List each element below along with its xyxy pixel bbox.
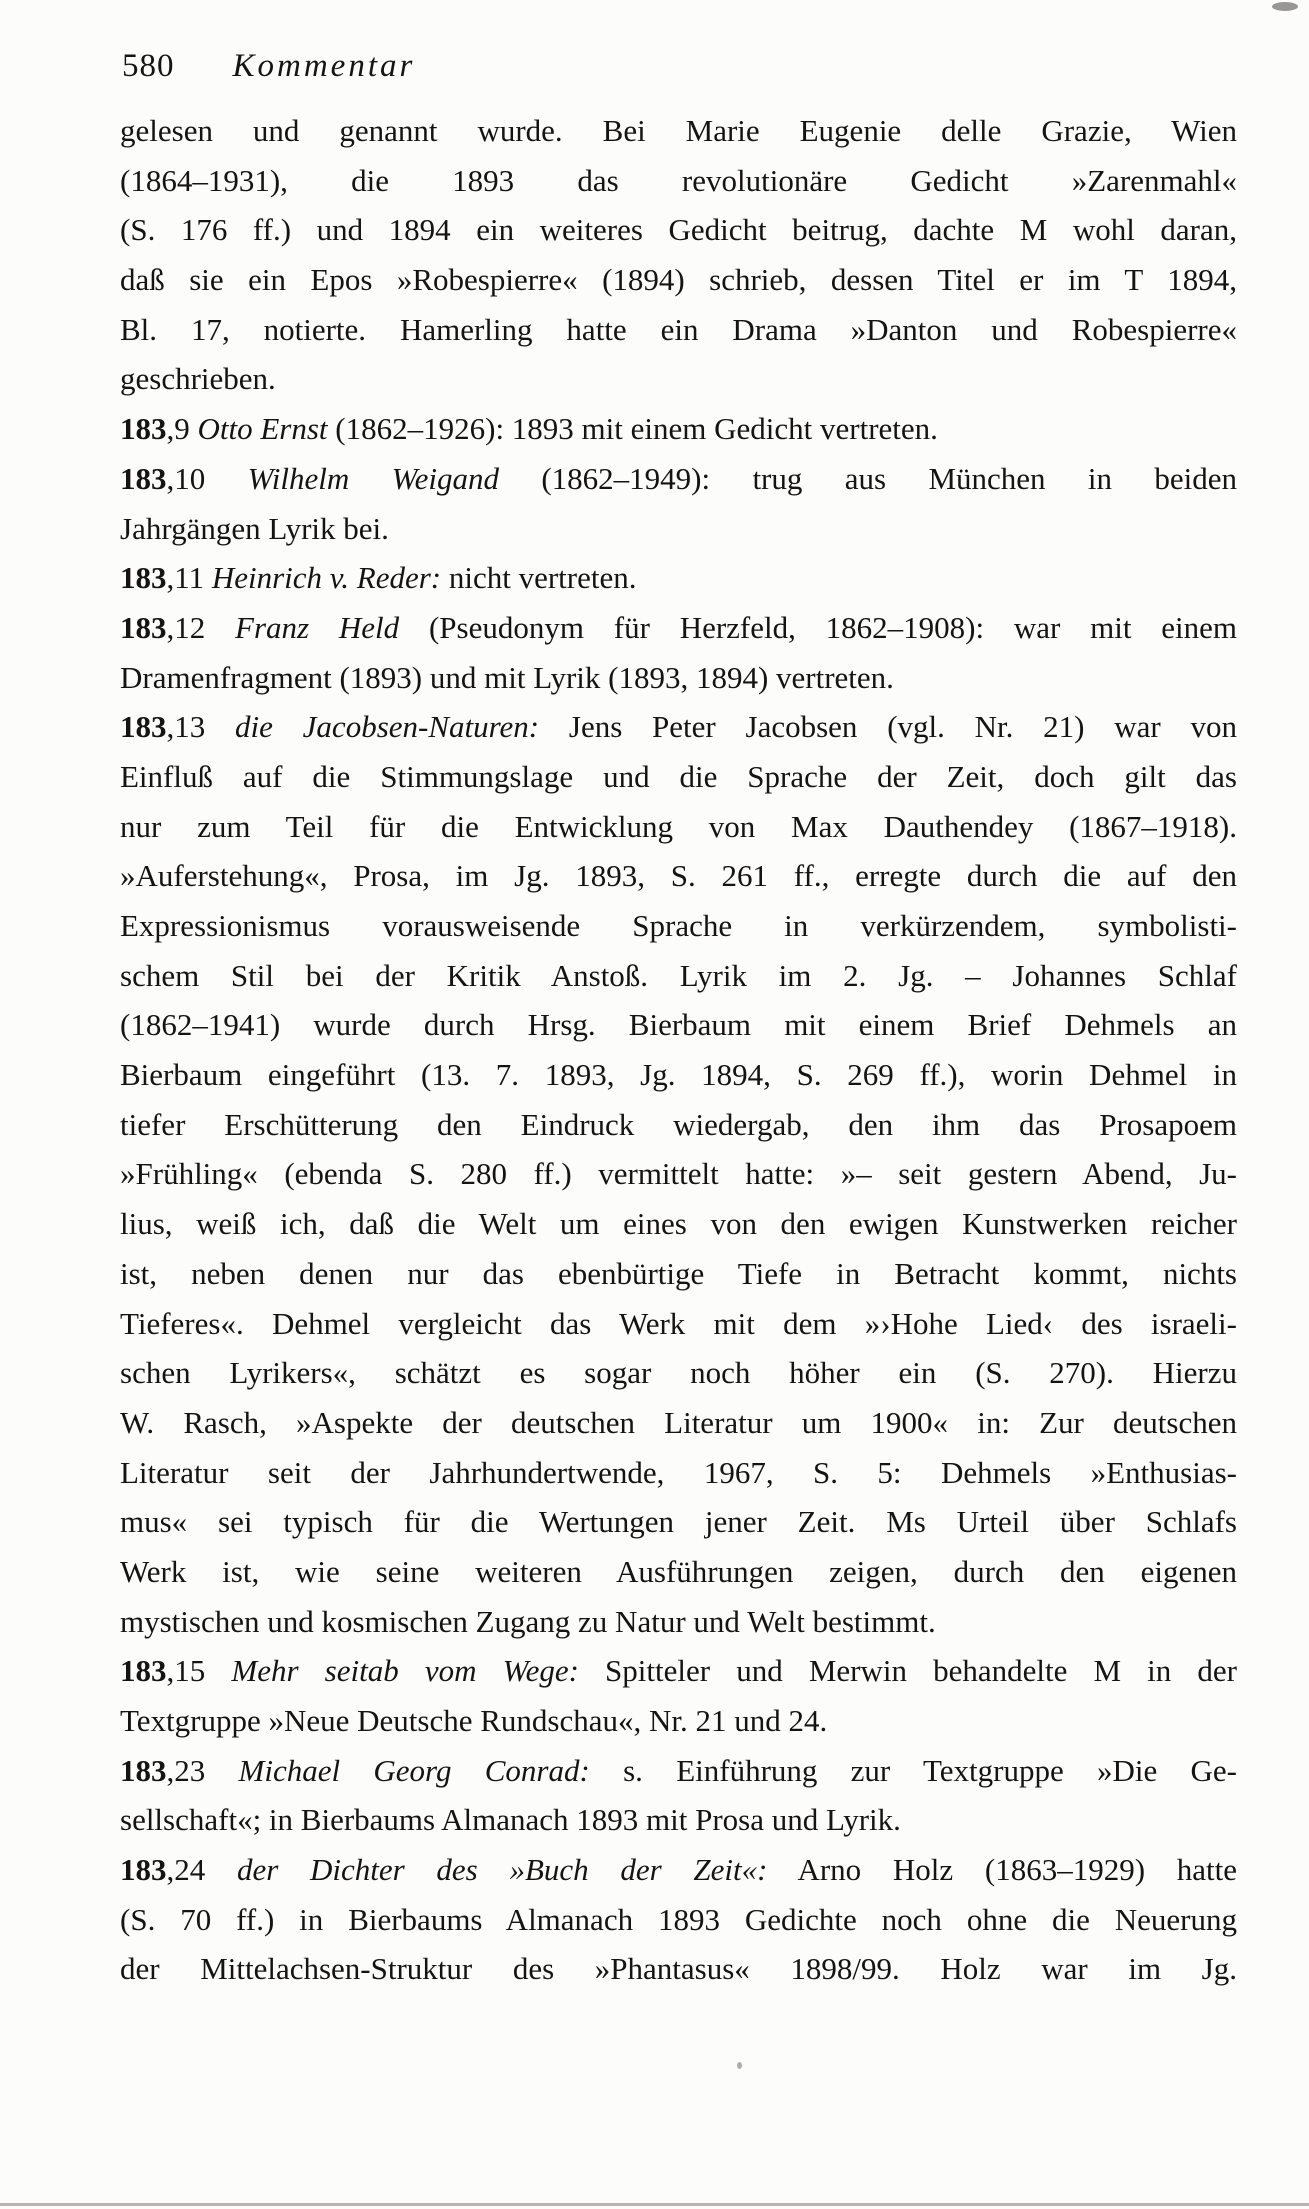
- text-line: [120, 653, 1237, 703]
- text-line: [120, 553, 1237, 603]
- page-number: 580: [122, 48, 175, 84]
- text-line: [120, 951, 1237, 1001]
- text-segment: Franz Held: [235, 609, 400, 645]
- text-line: [120, 156, 1237, 206]
- text-line: [120, 802, 1237, 852]
- text-segment: Bierbaum eingeführt (13. 7. 1893, Jg. 1894, S. 269 ff.), worin Dehmel in: [120, 1057, 1237, 1093]
- text-line: [120, 205, 1237, 255]
- text-segment: tiefer Erschütterung den Eindruck wiedergab, den ihm das Prosapoem: [120, 1106, 1237, 1142]
- text-segment: Michael Georg Conrad:: [238, 1752, 590, 1788]
- text-line: [120, 1795, 1237, 1845]
- text-line: [120, 901, 1237, 951]
- page-header: [122, 48, 415, 85]
- text-line: [120, 354, 1237, 404]
- text-line: [120, 454, 1237, 504]
- text-segment: ,12: [166, 609, 236, 645]
- text-segment: ,9: [166, 411, 198, 447]
- text-segment: schem Stil bei der Kritik Anstoß. Lyrik im 2. Jg. – Johannes Schlaf: [120, 957, 1237, 993]
- text-segment: ,23: [166, 1752, 239, 1788]
- text-segment: ,10: [166, 460, 248, 496]
- text-line: [120, 1944, 1237, 1994]
- text-segment: (S. 70 ff.) in Bierbaums Almanach 1893 Gedichte noch ohne die Neuerung: [120, 1901, 1237, 1937]
- text-segment: s. Einführung zur Textgruppe »Die Ge-: [589, 1752, 1237, 1788]
- text-segment: sellschaft«; in Bierbaums Almanach 1893 mit Prosa und Lyrik.: [120, 1802, 901, 1838]
- text-segment: daß sie ein Epos »Robespierre« (1894) schrieb, dessen Titel er im T 1894,: [120, 262, 1237, 298]
- text-line: [120, 1249, 1237, 1299]
- text-segment: Mehr seitab vom Wege:: [231, 1653, 579, 1689]
- text-line: [120, 1348, 1237, 1398]
- text-segment: (1864–1931), die 1893 das revolutionäre Gedicht »Zarenmahl«: [120, 162, 1237, 198]
- text-line: [120, 851, 1237, 901]
- text-line: [120, 1547, 1237, 1597]
- text-line: [120, 702, 1237, 752]
- text-segment: schen Lyrikers«, schätzt es sogar noch höher ein (S. 270). Hierzu: [120, 1355, 1237, 1391]
- commentary-text-block: [120, 106, 1237, 1994]
- text-segment: Expressionismus vorausweisende Sprache in verkürzendem, symbolisti-: [120, 908, 1237, 943]
- text-segment: Bl. 17, notierte. Hamerling hatte ein Drama »Danton und Robespierre«: [120, 311, 1237, 347]
- text-line: [120, 752, 1237, 802]
- text-segment: ,15: [166, 1653, 232, 1689]
- text-segment: Wilhelm Weigand: [247, 460, 499, 496]
- text-segment: 183: [120, 609, 167, 645]
- text-segment: Textgruppe »Neue Deutsche Rundschau«, Nr. 21 und 24.: [120, 1703, 828, 1738]
- scan-page-edge: [0, 2203, 1309, 2206]
- text-segment: 183: [120, 1752, 167, 1788]
- text-segment: 183: [120, 560, 167, 596]
- text-segment: Heinrich v. Reder:: [211, 560, 442, 596]
- text-line: [120, 1746, 1237, 1796]
- text-segment: Tieferes«. Dehmel vergleicht das Werk mit dem »›Hohe Lied‹ des israeli-: [120, 1305, 1237, 1341]
- text-segment: 183: [120, 1653, 167, 1689]
- text-line: [120, 106, 1237, 156]
- text-segment: »Auferstehung«, Prosa, im Jg. 1893, S. 261 ff., erregte durch die auf den: [120, 858, 1237, 894]
- scan-smudge: [1272, 2, 1298, 11]
- text-line: [120, 305, 1237, 355]
- text-line: [120, 404, 1237, 454]
- text-segment: mus« sei typisch für die Wertungen jener Zeit. Ms Urteil über Schlafs: [120, 1504, 1237, 1540]
- text-line: [120, 1448, 1237, 1498]
- text-line: [120, 603, 1237, 653]
- text-segment: 183: [120, 411, 167, 447]
- text-line: [120, 1895, 1237, 1945]
- text-segment: der Dichter des »Buch der Zeit«:: [236, 1852, 768, 1888]
- text-segment: Literatur seit der Jahrhundertwende, 1967, S. 5: Dehmels »Enthusias-: [120, 1454, 1237, 1490]
- text-segment: mystischen und kosmischen Zugang zu Natur und Welt bestimmt.: [120, 1603, 936, 1639]
- text-line: [120, 1845, 1237, 1895]
- text-segment: ist, neben denen nur das ebenbürtige Tiefe in Betracht kommt, nichts: [120, 1255, 1237, 1291]
- text-line: [120, 1100, 1237, 1150]
- running-title: Kommentar: [232, 48, 416, 84]
- text-segment: der Mittelachsen-Struktur des »Phantasus« 1898/99. Holz war im Jg.: [120, 1951, 1237, 1987]
- text-line: [120, 1299, 1237, 1349]
- text-segment: ,24: [166, 1852, 237, 1888]
- text-line: [120, 1000, 1237, 1050]
- text-line: [120, 1646, 1237, 1696]
- text-line: [120, 1199, 1237, 1249]
- text-line: [120, 255, 1237, 305]
- text-line: [120, 1597, 1237, 1647]
- text-segment: (Pseudonym für Herzfeld, 1862–1908): war mit einem: [399, 609, 1237, 645]
- text-segment: geschrieben.: [120, 361, 276, 397]
- text-segment: nicht vertreten.: [441, 560, 637, 596]
- text-line: [120, 1398, 1237, 1448]
- text-segment: W. Rasch, »Aspekte der deutschen Literatur um 1900« in: Zur deutschen: [120, 1404, 1237, 1440]
- text-segment: 183: [120, 460, 167, 496]
- text-segment: (1862–1941) wurde durch Hrsg. Bierbaum mit einem Brief Dehmels an: [120, 1007, 1237, 1043]
- text-segment: Jens Peter Jacobsen (vgl. Nr. 21) war von: [539, 709, 1237, 745]
- text-line: [120, 1050, 1237, 1100]
- text-segment: (S. 176 ff.) und 1894 ein weiteres Gedicht beitrug, dachte M wohl daran,: [120, 212, 1237, 248]
- text-segment: ,11: [166, 560, 212, 596]
- text-segment: nur zum Teil für die Entwicklung von Max Dauthendey (1867–1918).: [120, 808, 1237, 844]
- text-segment: Einfluß auf die Stimmungslage und die Sprache der Zeit, doch gilt das: [120, 758, 1237, 794]
- text-segment: »Frühling« (ebenda S. 280 ff.) vermittelt hatte: »– seit gestern Abend, Ju-: [120, 1156, 1237, 1192]
- text-segment: ,13: [166, 709, 236, 745]
- text-segment: Otto Ernst: [197, 411, 328, 447]
- text-line: [120, 1149, 1237, 1199]
- text-segment: (1862–1926): 1893 mit einem Gedicht vertreten.: [327, 411, 938, 447]
- text-segment: lius, weiß ich, daß die Welt um eines von den ewigen Kunstwerken reicher: [120, 1206, 1237, 1242]
- text-line: [120, 1497, 1237, 1547]
- text-segment: die Jacobsen-Naturen:: [235, 709, 540, 745]
- text-line: [120, 504, 1237, 554]
- text-segment: gelesen und genannt wurde. Bei Marie Eugenie delle Grazie, Wien: [120, 113, 1237, 148]
- text-segment: (1862–1949): trug aus München in beiden: [498, 460, 1237, 496]
- text-line: [120, 1696, 1237, 1746]
- text-segment: Jahrgängen Lyrik bei.: [120, 510, 389, 546]
- text-segment: 183: [120, 709, 167, 745]
- scan-speck: [737, 2062, 742, 2069]
- text-segment: Arno Holz (1863–1929) hatte: [767, 1852, 1237, 1888]
- text-segment: Werk ist, wie seine weiteren Ausführungen zeigen, durch den eigenen: [120, 1553, 1237, 1589]
- text-segment: Dramenfragment (1893) und mit Lyrik (1893, 1894) vertreten.: [120, 659, 894, 695]
- text-segment: Spitteler und Merwin behandelte M in der: [578, 1653, 1237, 1689]
- text-segment: 183: [120, 1852, 167, 1888]
